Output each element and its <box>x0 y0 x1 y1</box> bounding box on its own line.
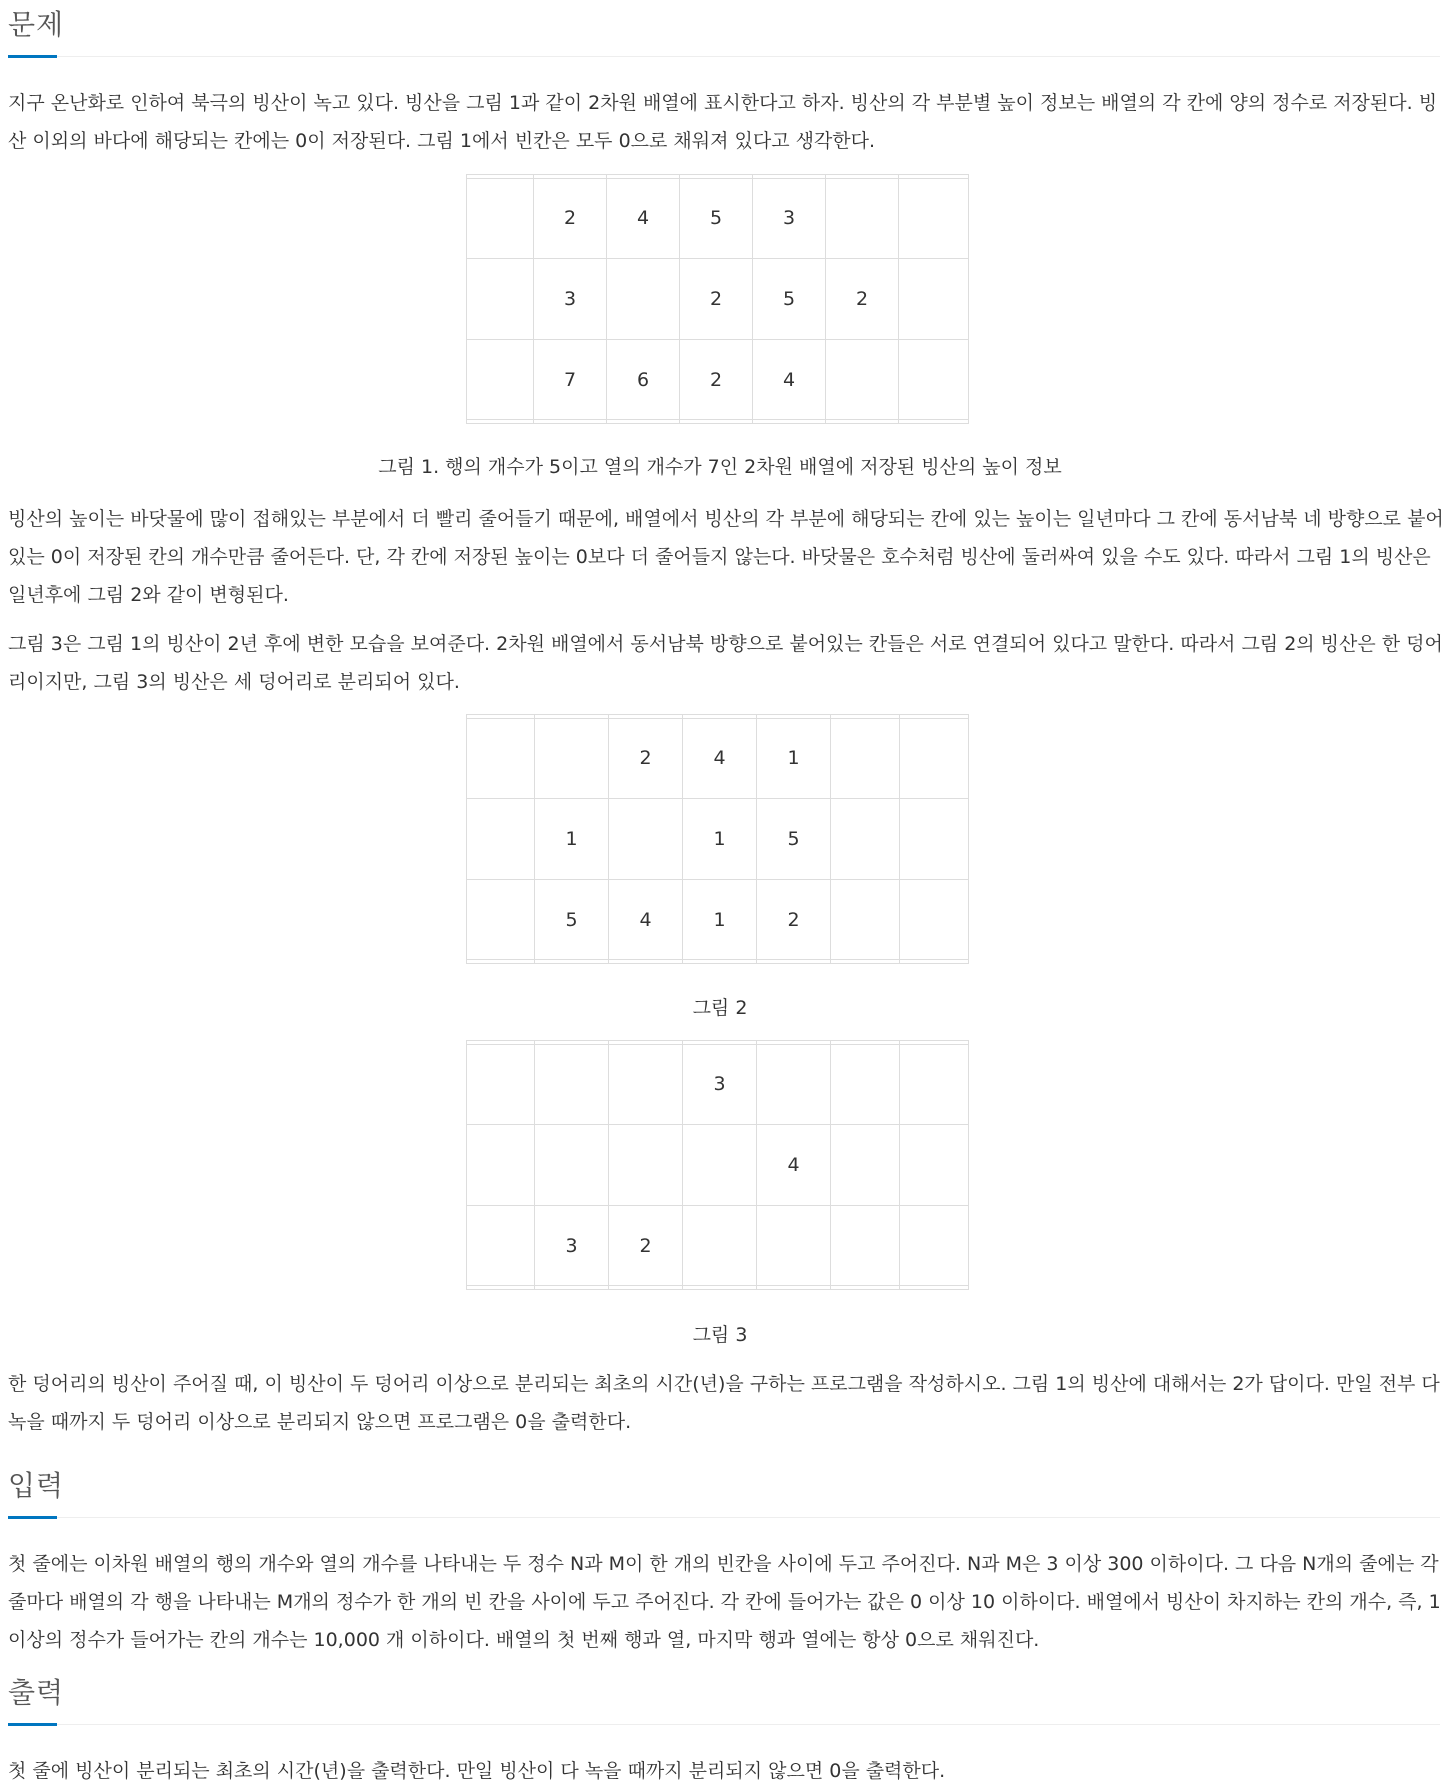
grid-cell <box>535 718 609 799</box>
grid-cell <box>535 960 609 964</box>
grid-cell: 3 <box>683 1044 757 1125</box>
output-heading <box>8 1674 1440 1712</box>
grid-cell <box>900 1286 969 1290</box>
grid-cell: 7 <box>534 339 607 420</box>
problem-paragraph-1: 지구 온난화로 인하여 북극의 빙산이 녹고 있다. 빙산을 그림 1과 같이 2차원 배열에 표시한다고 하자. 빙산의 각 부분별 높이 정보는 배열의 각 칸에 양의 정수로 저장된다. 빙산 이외의 바다에 해당되는 칸에는 0이 저장된다. 그림 1에서 빈칸은 모두 0으로 채워져 있다고 생각한다. <box>8 92 1438 152</box>
grid-row <box>467 1044 969 1125</box>
grid-cell <box>757 1205 831 1286</box>
input-paragraph: 첫 줄에는 이차원 배열의 행의 개수와 열의 개수를 나타내는 두 정수 N과 M이 한 개의 빈칸을 사이에 두고 주어진다. N과 M은 3 이상 300 이하이다. 그 다음 N개의 줄에는 각 줄마다 배열의 각 행을 나타내는 M개의 정수가 한 개의 빈 칸을 사이에 두고 주어진다. 각 칸에 들어가는 값은 0 이상 10 이하이다. 배열에서 빙산이 차지하는 칸의 개수, 즉, 1 이상의 정수가 들어가는 칸의 개수는 10,000 개 이하이다. 배열의 첫 번째 행과 열, 마지막 행과 열에는 항상 0으로 채워진다. <box>8 1553 1441 1651</box>
heading-accent-bar <box>8 1516 57 1519</box>
grid-cell: 1 <box>683 799 757 880</box>
grid-cell <box>683 1286 757 1290</box>
figure-1-grid <box>466 174 969 424</box>
figure-3-caption: 그림 3 <box>692 1324 748 1346</box>
grid-row <box>467 259 969 340</box>
grid-cell: 4 <box>607 178 680 259</box>
problem-paragraph-4: 한 덩어리의 빙산이 주어질 때, 이 빙산이 두 덩어리 이상으로 분리되는 최초의 시간(년)을 구하는 프로그램을 작성하시오. 그림 1의 빙산에 대해서는 2가 답이다. 만일 전부 다 녹을 때까지 두 덩어리 이상으로 분리되지 않으면 프로그램은 0을 출력한다. <box>8 1373 1440 1433</box>
grid-cell <box>535 1125 609 1206</box>
figure-2-grid <box>466 714 969 964</box>
heading-divider <box>8 1517 1440 1518</box>
grid-cell <box>467 1044 535 1125</box>
grid-cell <box>900 1125 969 1206</box>
grid-cell <box>535 1044 609 1125</box>
grid-cell: 3 <box>535 1205 609 1286</box>
figure-1-caption: 그림 1. 행의 개수가 5이고 열의 개수가 7인 2차원 배열에 저장된 빙산의 높이 정보 <box>378 456 1062 478</box>
grid-cell <box>467 339 534 420</box>
output-heading-text: 출력 <box>8 1676 65 1709</box>
grid-cell <box>826 339 899 420</box>
heading-divider <box>8 1724 1440 1725</box>
figure-3-grid <box>466 1040 969 1290</box>
grid-cell <box>900 960 969 964</box>
grid-cell <box>467 879 535 960</box>
grid-cell <box>607 420 680 424</box>
grid-cell <box>899 339 969 420</box>
grid-cell <box>900 718 969 799</box>
grid-cell: 5 <box>757 799 831 880</box>
grid-cell: 4 <box>683 718 757 799</box>
grid-cell: 1 <box>535 799 609 880</box>
grid-cell: 1 <box>757 718 831 799</box>
grid-cell <box>831 718 900 799</box>
grid-cell <box>680 420 753 424</box>
grid-cell: 2 <box>826 259 899 340</box>
grid-cell <box>831 1286 900 1290</box>
grid-row <box>467 1286 969 1290</box>
grid-cell: 4 <box>609 879 683 960</box>
grid-cell <box>467 960 535 964</box>
grid-cell <box>609 1044 683 1125</box>
grid-cell <box>467 420 534 424</box>
grid-cell <box>467 1125 535 1206</box>
heading-accent-bar <box>8 55 57 58</box>
grid-cell <box>534 420 607 424</box>
input-heading <box>8 1467 1440 1505</box>
grid-cell: 5 <box>753 259 826 340</box>
grid-cell: 5 <box>535 879 609 960</box>
grid-cell: 3 <box>753 178 826 259</box>
grid-cell <box>899 259 969 340</box>
problem-heading <box>8 6 1440 44</box>
grid-cell: 2 <box>609 1205 683 1286</box>
heading-accent-bar <box>8 1723 57 1726</box>
grid-row <box>467 1205 969 1286</box>
grid-cell <box>609 1286 683 1290</box>
grid-cell <box>757 960 831 964</box>
grid-cell <box>467 718 535 799</box>
grid-row <box>467 420 969 424</box>
grid-row <box>467 718 969 799</box>
grid-cell <box>900 879 969 960</box>
grid-row <box>467 1125 969 1206</box>
grid-cell <box>683 1125 757 1206</box>
heading-divider <box>8 56 1440 57</box>
grid-cell <box>607 259 680 340</box>
problem-paragraph-3: 그림 3은 그림 1의 빙산이 2년 후에 변한 모습을 보여준다. 2차원 배열에서 동서남북 방향으로 붙어있는 칸들은 서로 연결되어 있다고 말한다. 따라서 그림 2의 빙산은 한 덩어리이지만, 그림 3의 빙산은 세 덩어리로 분리되어 있다. <box>8 633 1443 693</box>
grid-cell <box>826 178 899 259</box>
grid-cell: 3 <box>534 259 607 340</box>
grid-cell <box>467 178 534 259</box>
grid-cell: 1 <box>683 879 757 960</box>
grid-cell <box>683 960 757 964</box>
grid-cell <box>609 960 683 964</box>
problem-heading-text: 문제 <box>8 8 65 41</box>
grid-cell: 2 <box>680 259 753 340</box>
grid-cell <box>753 420 826 424</box>
grid-cell <box>535 1286 609 1290</box>
grid-cell: 2 <box>680 339 753 420</box>
grid-row <box>467 799 969 880</box>
grid-cell <box>831 1044 900 1125</box>
grid-cell: 5 <box>680 178 753 259</box>
grid-cell <box>899 420 969 424</box>
grid-cell <box>757 1044 831 1125</box>
grid-cell: 2 <box>534 178 607 259</box>
grid-cell: 2 <box>609 718 683 799</box>
grid-cell <box>831 799 900 880</box>
grid-cell: 4 <box>757 1125 831 1206</box>
grid-cell <box>831 879 900 960</box>
grid-cell <box>900 1205 969 1286</box>
grid-cell <box>467 1205 535 1286</box>
grid-cell <box>899 178 969 259</box>
output-paragraph: 첫 줄에 빙산이 분리되는 최초의 시간(년)을 출력한다. 만일 빙산이 다 녹을 때까지 분리되지 않으면 0을 출력한다. <box>8 1760 946 1782</box>
grid-row <box>467 178 969 259</box>
grid-cell <box>900 799 969 880</box>
grid-cell <box>831 960 900 964</box>
grid-cell <box>609 799 683 880</box>
grid-cell <box>609 1125 683 1206</box>
grid-cell: 4 <box>753 339 826 420</box>
grid-cell <box>757 1286 831 1290</box>
problem-paragraph-2: 빙산의 높이는 바닷물에 많이 접해있는 부분에서 더 빨리 줄어들기 때문에, 배열에서 빙산의 각 부분에 해당되는 칸에 있는 높이는 일년마다 그 칸에 동서남북 네 방향으로 붙어있는 0이 저장된 칸의 개수만큼 줄어든다. 단, 각 칸에 저장된 높이는 0보다 더 줄어들지 않는다. 바닷물은 호수처럼 빙산에 둘러싸여 있을 수도 있다. 따라서 그림 1의 빙산은 일년후에 그림 2와 같이 변형된다. <box>8 508 1444 606</box>
grid-cell <box>831 1205 900 1286</box>
grid-cell <box>467 259 534 340</box>
figure-2-caption: 그림 2 <box>692 997 748 1019</box>
grid-cell: 6 <box>607 339 680 420</box>
grid-cell <box>831 1125 900 1206</box>
grid-cell <box>467 799 535 880</box>
grid-cell <box>826 420 899 424</box>
grid-row <box>467 339 969 420</box>
grid-row <box>467 960 969 964</box>
grid-cell <box>900 1044 969 1125</box>
grid-cell: 2 <box>757 879 831 960</box>
grid-row <box>467 879 969 960</box>
grid-cell <box>683 1205 757 1286</box>
input-heading-text: 입력 <box>8 1469 65 1502</box>
grid-cell <box>467 1286 535 1290</box>
